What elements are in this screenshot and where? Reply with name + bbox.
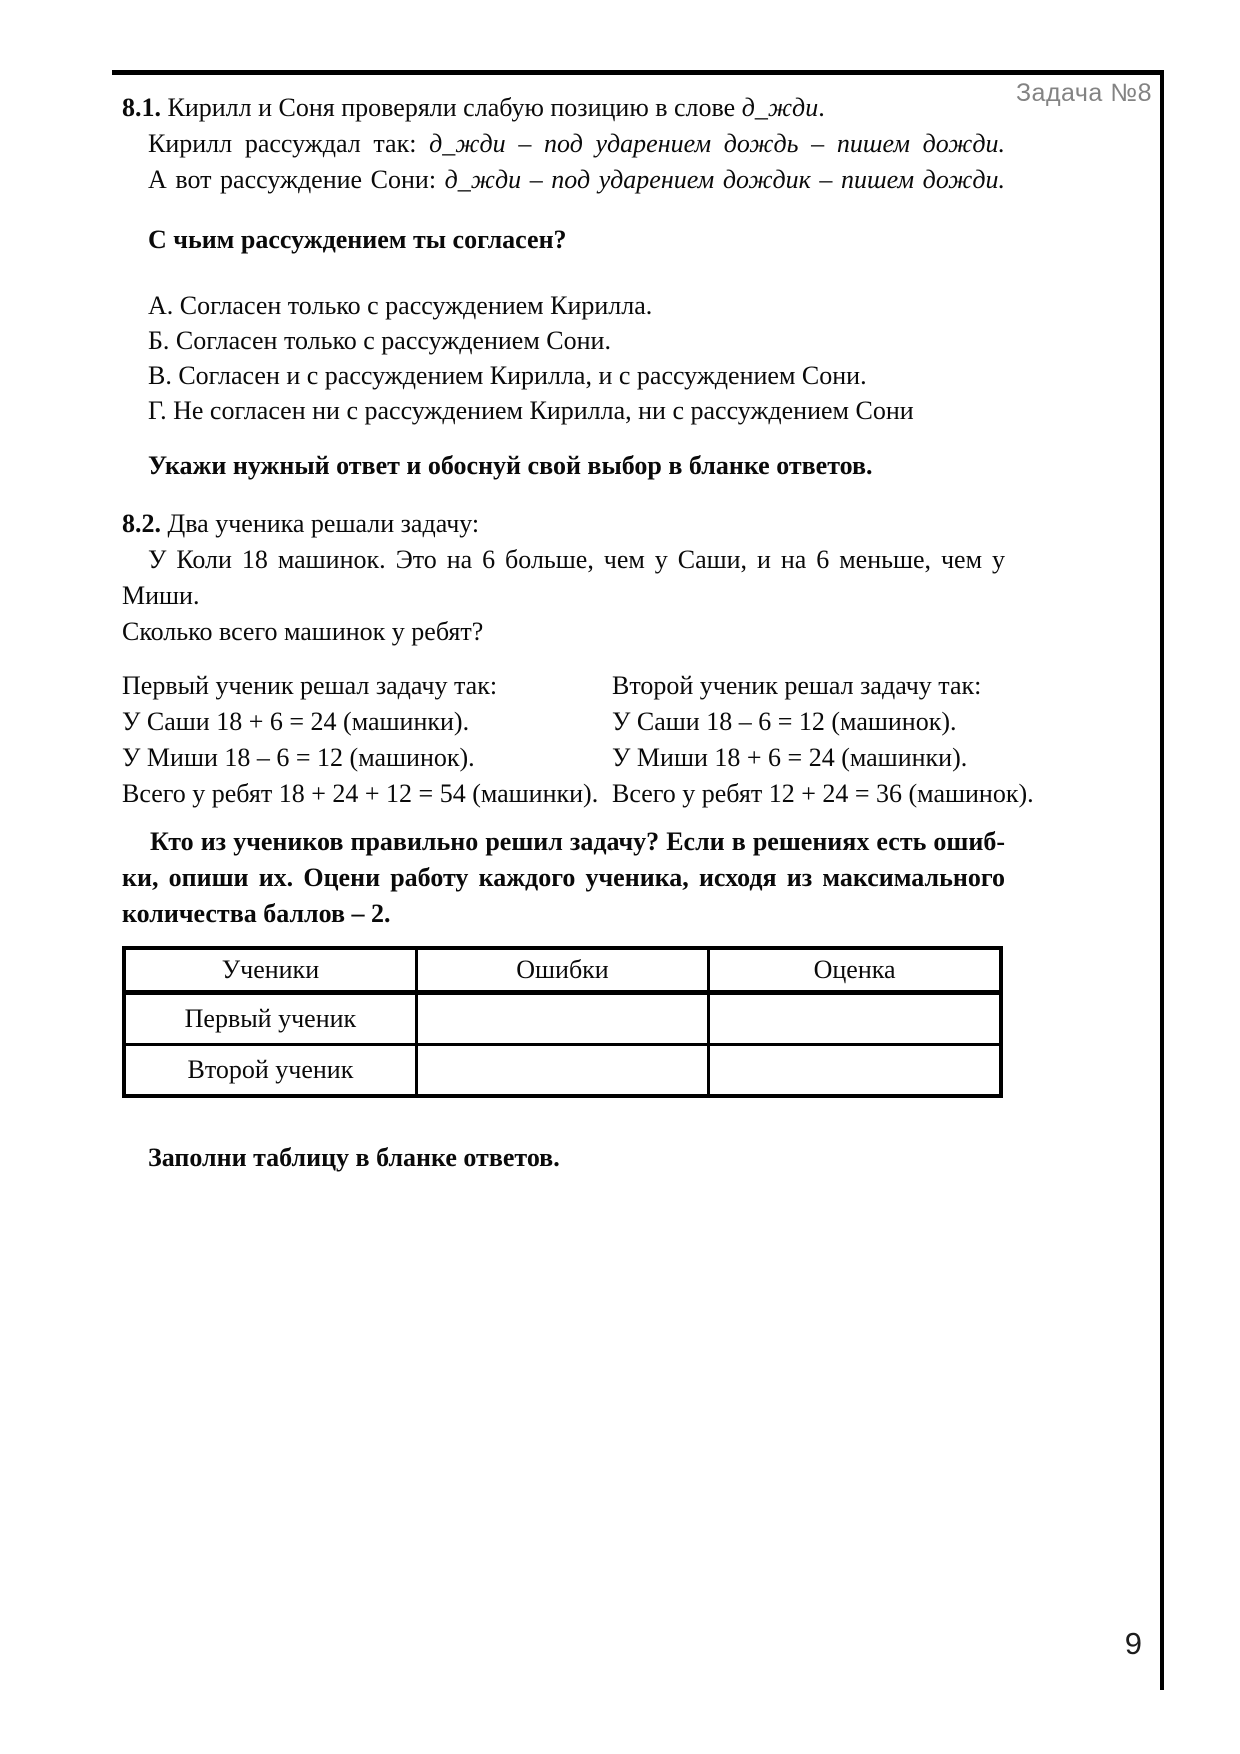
section-8-1-intro <box>122 90 1005 126</box>
errors-cell-second-student <box>416 1045 708 1097</box>
grade-cell-second-student <box>709 1045 1001 1097</box>
section-8-1-intro-period: . <box>818 93 825 122</box>
section-8-1-intro-word: д_жди <box>741 93 819 122</box>
grade-cell-first-student <box>709 993 1001 1045</box>
second-solution-line-3: Всего у ребят 12 + 24 = 36 (машинок). <box>612 779 1034 808</box>
option-g: Г. Не согласен ни с рассуждением Кирилла, ни с рассуждением Сони <box>148 396 914 425</box>
page-content <box>122 0 1034 1176</box>
option-v: В. Согласен и с рассуждением Кирилла, и с рассуждением Сони. <box>148 361 867 390</box>
option-b: Б. Согласен только с рассуждением Сони. <box>148 326 611 355</box>
header-students: Ученики <box>124 948 416 993</box>
first-solution-line-1: У Саши 18 + 6 = 24 (машинки). <box>122 707 470 736</box>
evaluation-task-line-3: количества баллов – 2. <box>122 899 391 928</box>
first-solution-title: Первый ученик решал задачу так: <box>122 671 498 700</box>
fill-table-instruction: Заполни таблицу в бланке ответов. <box>148 1143 560 1172</box>
solutions-columns <box>122 668 1034 812</box>
section-8-2-number: 8.2. <box>122 509 161 538</box>
task-number-label: Задача №8 <box>1015 79 1152 107</box>
evaluation-table-header <box>124 948 1001 993</box>
sonya-reasoning-line <box>122 162 1005 198</box>
option-a: А. Согласен только с рассуждением Кирилла. <box>148 291 653 320</box>
kirill-reasoning-line <box>122 126 1005 162</box>
instruction-8-1: Укажи нужный ответ и обоснуй свой выбор в бланке ответов. <box>148 451 873 480</box>
second-solution-line-1: У Саши 18 – 6 = 12 (машинок). <box>612 707 957 736</box>
sonya-reasoning-plain: А вот рассуждение Сони: <box>148 165 445 194</box>
first-student-solution <box>122 668 612 812</box>
section-8-1-number: 8.1. <box>122 93 161 122</box>
page-number: 9 <box>1124 1626 1142 1661</box>
second-solution-line-2: У Миши 18 + 6 = 24 (машинки). <box>612 743 968 772</box>
question-8-1: С чьим рассуждением ты согласен? <box>148 225 567 254</box>
answer-options <box>122 288 1005 428</box>
sonya-reasoning-italic: д_жди – под ударением дождик – пишем дожди. <box>444 165 1006 194</box>
kirill-reasoning-plain: Кирилл рассуждал так: <box>148 129 430 158</box>
section-8-2-intro <box>122 506 1005 542</box>
evaluation-task-line-1: Кто из учеников правильно решил задачу? Если в решениях есть ошиб- <box>150 827 1005 856</box>
table-row <box>124 1045 1001 1097</box>
header-grade: Оценка <box>709 948 1001 993</box>
problem-statement-line-1: У Коли 18 машинок. Это на 6 больше, чем у Саши, и на 6 меньше, чем у Миши. <box>122 545 1005 610</box>
evaluation-task-paragraph <box>122 824 1005 932</box>
kirill-reasoning-italic: д_жди – под ударением дождь – пишем дожди. <box>429 129 1005 158</box>
first-solution-line-3: Всего у ребят 18 + 24 + 12 = 54 (машинки). <box>122 779 599 808</box>
first-solution-line-2: У Миши 18 – 6 = 12 (машинок). <box>122 743 475 772</box>
right-edge-rule <box>1160 70 1164 1690</box>
section-8-1-intro-text: Кирилл и Соня проверяли слабую позицию в слове <box>161 93 742 122</box>
evaluation-table <box>122 946 1003 1098</box>
header-errors: Ошибки <box>416 948 708 993</box>
errors-cell-first-student <box>416 993 708 1045</box>
evaluation-task-line-2: ки, опиши их. Оцени работу каждого ученика, исходя из максимального <box>122 863 1005 892</box>
row-label-first-student: Первый ученик <box>124 993 416 1045</box>
table-header-row <box>124 948 1001 993</box>
second-student-solution <box>612 668 1034 812</box>
row-label-second-student: Второй ученик <box>124 1045 416 1097</box>
second-solution-title: Второй ученик решал задачу так: <box>612 671 982 700</box>
problem-statement-line-2: Сколько всего машинок у ребят? <box>122 617 484 646</box>
table-row <box>124 993 1001 1045</box>
section-8-2-intro-text: Два ученика решали задачу: <box>161 509 480 538</box>
